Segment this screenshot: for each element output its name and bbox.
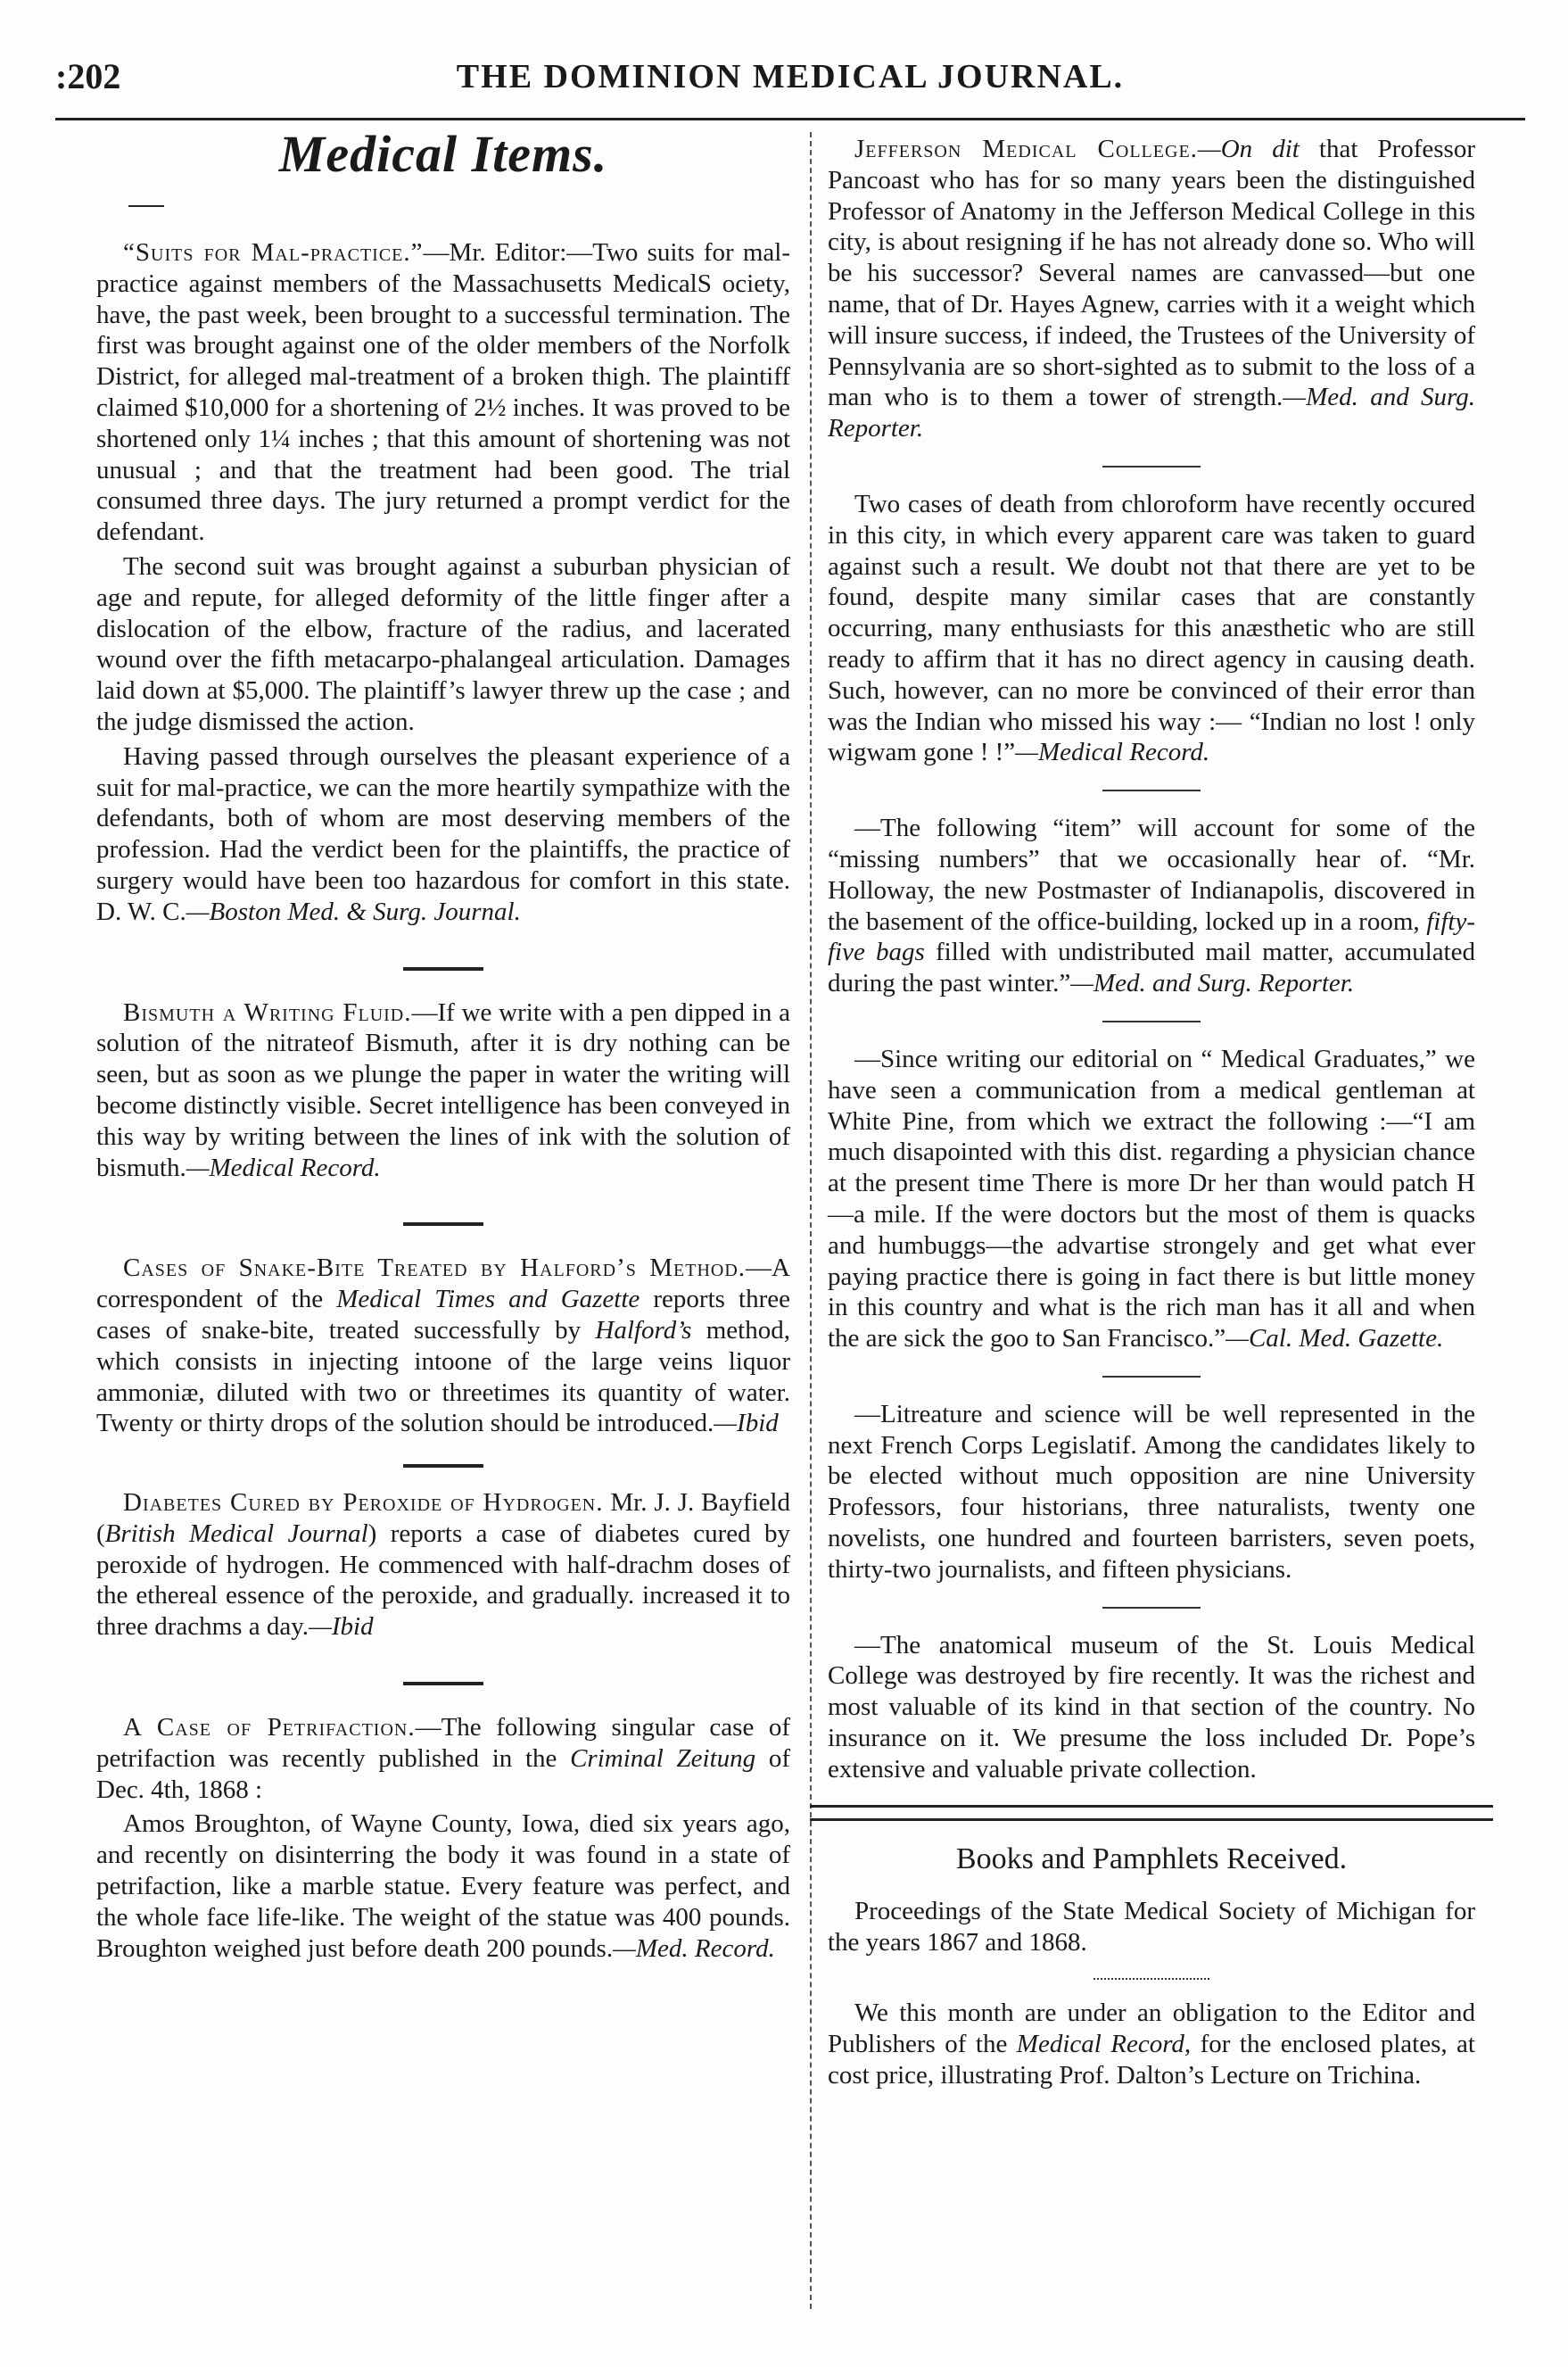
graduates-source: —Cal. Med. Gazette. [1226, 1324, 1444, 1353]
diabetes-journal: British Medical Journal [104, 1519, 368, 1548]
petrifaction-text-2: Amos Broughton, of Wayne County, Iowa, died six years ago, and recently on disinterring the body it was found in a state of petrifaction, like a marble statue. Every feature was perfect, and the whole face life-like. The weight of the statue was 400 pounds. Broughton weighed just before death 200 pounds. [96, 1809, 790, 1963]
column-divider [810, 132, 812, 2309]
snake-bite-method: Halford’s [595, 1315, 692, 1345]
separator-rule [1102, 1607, 1201, 1609]
separator-rule [1102, 1376, 1201, 1378]
books-note-text-a: We this month are under an obligation to the Editor and Publishers of the [828, 1999, 1475, 2058]
journal-title: THE DOMINION MEDICAL JOURNAL. [456, 58, 1125, 95]
malpractice-para-1 [96, 237, 790, 548]
bismuth-text: —If we write with a pen dipped in a solution of the nitrateof Bismuth, after it is dry nothing can be seen, but as soon as we plunge the paper in water the writing will become distinctly visible. Secret intelligence has been conveyed in this way by writing between the lines of ink with the solution of bismuth. [96, 997, 791, 1182]
section-title: Medical Items. [278, 125, 608, 183]
missing-numbers-text-a: —The following “item” will account for some of the “missing numbers” that we occasionally hear of. “Mr. Holloway, the new Postmaster of Indianapolis, discovered in the basement of the office-building, locked up in a room, [828, 814, 1475, 936]
snake-bite-heading: Cases of Snake-Bite Treated by Halford’s Method. [123, 1254, 747, 1283]
article-diabetes [96, 1487, 790, 1643]
graduates-text: —Since writing our editorial on “ Medical Graduates,” we have seen a communication from a medical gentleman at White Pine, from which we extract the following :—“I am much disapointed with this dist. regarding a physician chance at the present time There is more Dr her than would patch H—a mile. If the were doctors but the most of them is quacks and humbuggs—the advartise strongely and get what ever paying practice there is going in fact there is but little money in this country and what is the rich man has it all and when the are sick the goo to San Francisco.” [828, 1044, 1475, 1353]
separator-rule [403, 1682, 483, 1685]
snake-bite-para [96, 1253, 790, 1439]
header-rule [55, 118, 1525, 120]
dotted-separator [1093, 1978, 1209, 1980]
books-entry: Proceedings of the State Medical Society of Michigan for the years 1867 and 1868. [828, 1897, 1475, 1957]
snake-bite-text-a: —A correspondent of the [96, 1254, 790, 1314]
chloroform-para [828, 489, 1475, 768]
museum-para: —The anatomical museum of the St. Louis Medical College was destroyed by fire recently. It was the richest and most valuable of its kind in that section of the country. No insurance on it. We presume the loss included Dr. Pope’s extensive and valuable private collection. [828, 1630, 1475, 1784]
diabetes-text-a: Mr. J. J. Bayfield ( [96, 1488, 790, 1548]
missing-numbers-source: —Med. and Surg. Reporter. [1070, 969, 1355, 998]
petrifaction-para-2 [96, 1808, 790, 1964]
petrifaction-text-b: of Dec. 4th, 1868 : [96, 1743, 790, 1804]
malpractice-para-3 [96, 741, 790, 928]
books-section [828, 1841, 1475, 2091]
snake-bite-journal: Medical Times and Gazette [336, 1285, 640, 1314]
separator-rule [1102, 466, 1201, 468]
article-bismuth [96, 997, 790, 1184]
graduates-para [828, 1044, 1475, 1354]
separator-rule [403, 967, 483, 971]
malpractice-text-3: Having passed through ourselves the pleasant experience of a suit for mal-practice, we can the more heartily sympathize with the defendants, both of whom are most deserving members of the profession. Had the verdict been for the plaintiffs, the practice of surgery would have been too hazardous for comfort in this state. D. W. C. [96, 741, 790, 926]
petrifaction-journal: Criminal Zeitung [570, 1743, 756, 1773]
article-petrifaction [96, 1712, 790, 1964]
article-missing-numbers [828, 813, 1475, 999]
literature-para: —Litreature and science will be well represented in the next French Corps Legislatif. Among the candidates likely to be elected without much opposition are nine University Professors, four historians, three naturalists, twenty one novelists, one hundred and fourteen barristers, seven poets, thirty-two journalists, and fifteen physicians. [828, 1399, 1475, 1584]
jefferson-heading: Jefferson Medical College. [854, 135, 1198, 163]
books-note-text-b: for the enclosed plates, at cost price, illustrating Prof. Dalton’s Lecture on Trichina. [828, 2029, 1475, 2090]
snake-bite-text-b: reports three cases of snake-bite, treated successfully by [96, 1285, 790, 1345]
snake-bite-source: —Ibid [714, 1409, 779, 1438]
books-note-journal: Medical Record, [1016, 2029, 1192, 2058]
article-chloroform [828, 489, 1475, 768]
bismuth-heading: Bismuth a Writing Fluid. [123, 997, 412, 1027]
books-title: Books and Pamphlets Received. [955, 1841, 1348, 1875]
article-graduates [828, 1044, 1475, 1354]
article-museum [828, 1630, 1475, 1785]
diabetes-heading: Diabetes Cured by Peroxide of Hydrogen. [123, 1488, 604, 1518]
petrifaction-heading: A Case of Petrifaction. [123, 1713, 416, 1742]
books-note [828, 1998, 1475, 2090]
page-header [55, 55, 1525, 109]
missing-numbers-emph: fifty-five bags [828, 906, 1475, 967]
separator-rule [403, 1464, 483, 1468]
double-rule [810, 1805, 1493, 1821]
jefferson-para [828, 134, 1475, 444]
malpractice-heading: “Suits for Mal-practice.” [123, 238, 424, 267]
page-number: :202 [55, 56, 121, 96]
chloroform-source: —Medical Record. [1015, 738, 1210, 767]
malpractice-source: —Boston Med. & Surg. Journal. [186, 897, 521, 926]
bismuth-para [96, 997, 790, 1184]
title-dash [128, 205, 164, 207]
petrifaction-text-a: —The following singular case of petrifaction was recently published in the [96, 1713, 790, 1773]
left-column [96, 125, 791, 1964]
diabetes-text-b: ) reports a case of diabetes cured by peroxide of hydrogen. He commenced with half-drachm doses of the ethereal essence of the peroxide, and gradually. increased it to three drachms a day. [96, 1519, 791, 1642]
separator-rule [1102, 790, 1201, 791]
separator-rule [1102, 1021, 1201, 1022]
article-literature [828, 1399, 1475, 1585]
diabetes-source: —Ibid [309, 1612, 374, 1642]
jefferson-on-dit: —On dit [1197, 135, 1300, 163]
missing-numbers-text-b: filled with undistributed mail matter, accumulated during the past winter.” [828, 938, 1475, 998]
malpractice-text-1: —Mr. Editor:—Two suits for mal-practice against members of the Massachusetts MedicalS ociety, have, the past week, been brought to a successful termination. The first was brought against one of the older members of the Norfolk District, for alleged mal-treatment of a broken thigh. The plaintiff claimed $10,000 for a shortening of 2½ inches. It was proved to be shortened only 1¼ inches ; that this amount of shortening was not unusual ; and that the treatment had been good. The trial consumed three days. The jury returned a prompt verdict for the defendant. [96, 238, 790, 547]
jefferson-source: —Med. and Surg. Reporter. [828, 383, 1475, 443]
petrifaction-para-1 [96, 1712, 790, 1805]
bismuth-source: —Medical Record. [186, 1153, 381, 1182]
malpractice-para-2: The second suit was brought against a suburban physician of age and repute, for alleged deformity of the little finger after a dislocation of the elbow, fracture of the radius, and lacerated wound over the fifth metacarpo-phalangeal articulation. Damages laid down at $5,000. The plaintiff’s lawyer threw up the case ; and the judge dismissed the action. [96, 551, 790, 736]
snake-bite-text-c: method, which consists in injecting intoone of the large veins liquor ammoniæ, diluted with two or threetimes its quantity of water. Twenty or thirty drops of the solution should be introduced. [96, 1315, 790, 1438]
separator-rule [403, 1222, 483, 1226]
article-malpractice [96, 237, 790, 928]
right-column [828, 134, 1475, 2090]
diabetes-para [96, 1487, 790, 1643]
petrifaction-source: —Med. Record. [613, 1933, 775, 1963]
missing-numbers-para [828, 813, 1475, 999]
chloroform-text: Two cases of death from chloroform have recently occured in this city, in which every apparent care was taken to guard against such a result. We doubt not that there are yet to be found, despite many similar cases that are constantly occurring, many enthusiasts for this anæsthetic who are still ready to affirm that it has no direct agency in causing death. Such, however, can no more be convinced of their error than was the Indian who missed his way :— “Indian no lost ! only wigwam gone ! !” [828, 489, 1475, 767]
article-jefferson [828, 134, 1475, 444]
jefferson-text: that Professor Pancoast who has for so many years been the distinguished Professor of Anatomy in the Jefferson Medical College in this city, is about resigning if he has not already done so. Who will be his successor? Several names are canvassed—but one name, that of Dr. Hayes Agnew, carries with it a weight which will insure success, if indeed, the Trustees of the University of Pennsylvania are so short-sighted as to submit to the loss of a man who is to them a tower of strength. [828, 135, 1475, 412]
article-snake-bite [96, 1253, 790, 1439]
